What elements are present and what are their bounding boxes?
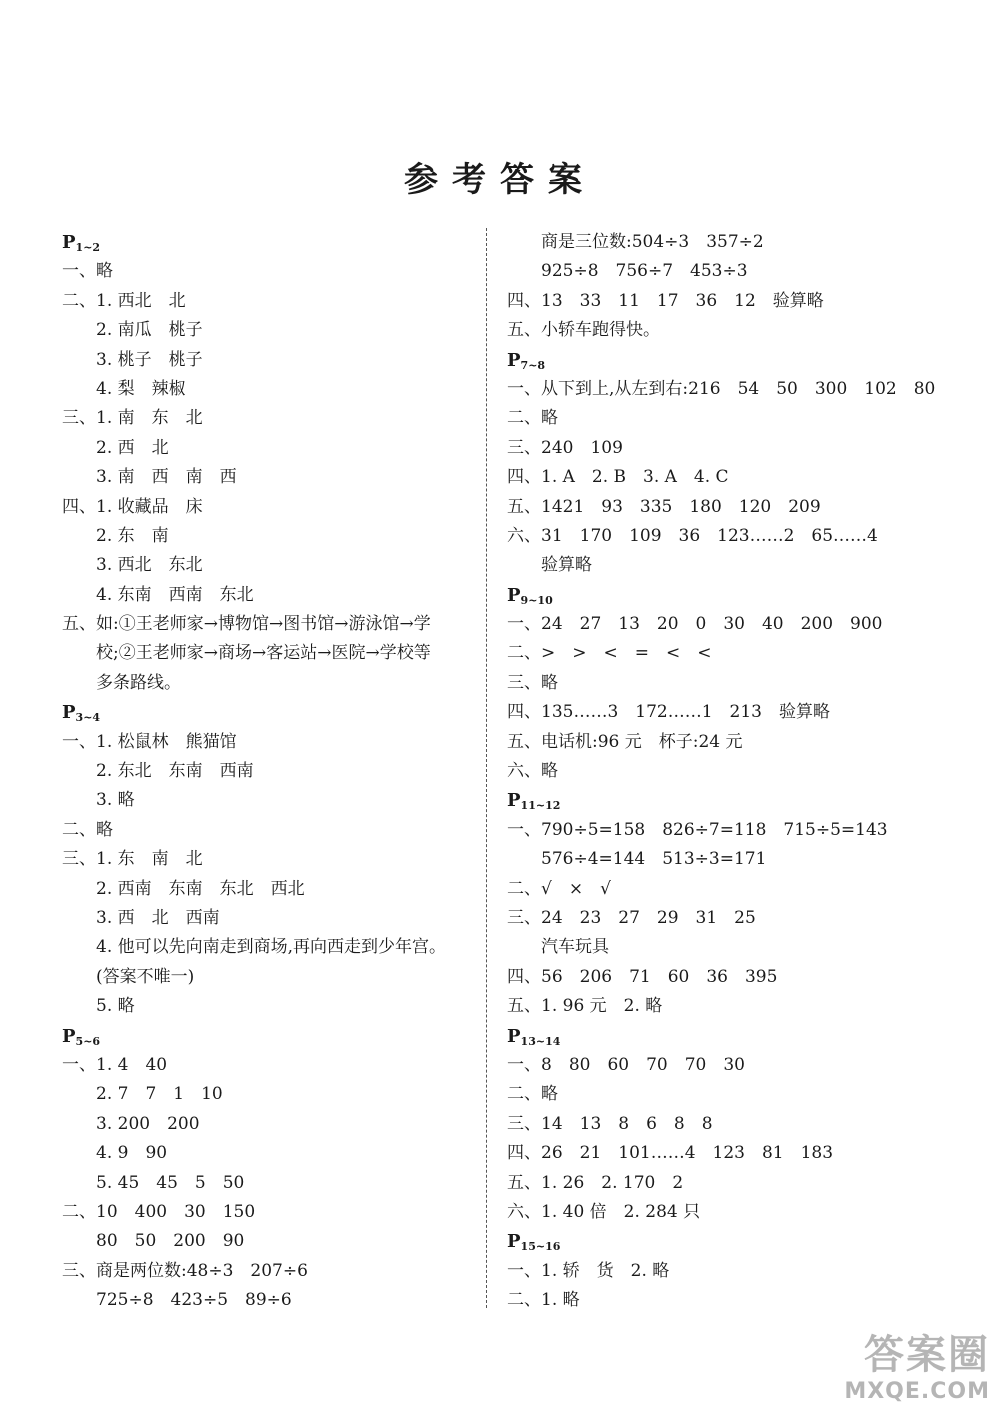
section-page-range: 13~14 — [520, 1034, 561, 1048]
answer-line: 三、1. 东 南 北 — [62, 849, 203, 870]
section-page-range: 3~4 — [75, 711, 101, 725]
section-page-letter: P — [507, 349, 521, 371]
answer-line: 80 50 200 90 — [62, 1231, 245, 1252]
answer-line: 一、24 27 13 20 0 30 40 200 900 — [507, 614, 883, 635]
answer-line: 576÷4=144 513÷3=171 — [507, 849, 767, 870]
answer-line: 二、1. 略 — [507, 1290, 580, 1311]
answer-line: 四、135……3 172……1 213 验算略 — [507, 702, 830, 723]
section-header — [507, 1022, 947, 1051]
answer-line: 多条路线。 — [62, 672, 181, 693]
answer-line: 二、10 400 30 150 — [62, 1201, 256, 1222]
section-page-range: 1~2 — [75, 241, 101, 254]
answer-line: 3. 西北 东北 — [62, 555, 203, 576]
answer-line: 二、略 — [507, 408, 558, 429]
section-header — [62, 1022, 482, 1051]
section-page-letter: P — [507, 1231, 521, 1253]
section-page-letter: P — [62, 1025, 76, 1047]
answer-line: 五、1421 93 335 180 120 209 — [507, 496, 821, 517]
answer-line: 一、8 80 60 70 70 30 — [507, 1054, 745, 1075]
answer-line: 二、1. 西北 北 — [62, 290, 186, 311]
answer-line: 二、√ × √ — [507, 878, 611, 899]
answer-line: 二、略 — [62, 819, 113, 840]
answer-line: 4. 梨 辣椒 — [62, 378, 186, 399]
answer-line: 4. 他可以先向南走到商场,再向西走到少年宫。 — [62, 937, 447, 958]
answer-line: 2. 东 南 — [62, 525, 169, 546]
section-header — [507, 581, 947, 610]
answer-line: 三、14 13 8 6 8 8 — [507, 1113, 713, 1134]
answer-line: 五、小轿车跑得快。 — [507, 320, 660, 341]
answer-line: 3. 略 — [62, 790, 135, 811]
answer-line: 汽车玩具 — [507, 937, 609, 958]
answer-line: 一、略 — [62, 261, 113, 282]
section-header — [507, 786, 947, 815]
answer-line: 一、1. 松鼠林 熊猫馆 — [62, 731, 237, 752]
answer-line: (答案不唯一) — [62, 966, 195, 987]
answer-line: 2. 西 北 — [62, 437, 169, 458]
answer-line: 2. 南瓜 桃子 — [62, 320, 203, 341]
answer-line: 三、1. 南 东 北 — [62, 408, 203, 429]
answer-line: 四、26 21 101……4 123 81 183 — [507, 1143, 834, 1164]
watermark-logo — [830, 1331, 990, 1421]
answer-line: 五、电话机:96 元 杯子:24 元 — [507, 731, 743, 752]
answer-line: 2. 西南 东南 东北 西北 — [62, 878, 305, 899]
answer-line: 一、从下到上,从左到右:216 54 50 300 102 80 — [507, 378, 936, 399]
section-header — [62, 228, 482, 257]
column-divider — [486, 228, 487, 1308]
answer-line: 三、24 23 27 29 31 25 — [507, 907, 756, 928]
answer-line: 校;②王老师家→商场→客运站→医院→学校等 — [62, 643, 431, 664]
answer-line: 五、1. 26 2. 170 2 — [507, 1172, 684, 1193]
answer-line: 四、56 206 71 60 36 395 — [507, 966, 778, 987]
answer-line: 四、1. 收藏品 床 — [62, 496, 203, 517]
answer-line: 六、1. 40 倍 2. 284 只 — [507, 1201, 701, 1222]
section-page-range: 15~16 — [520, 1240, 561, 1254]
section-page-range: 5~6 — [75, 1034, 101, 1048]
section-page-range: 7~8 — [520, 358, 546, 372]
answer-line: 四、13 33 11 17 36 12 验算略 — [507, 290, 824, 311]
answer-line: 725÷8 423÷5 89÷6 — [62, 1290, 292, 1311]
answer-line: 2. 东北 东南 西南 — [62, 761, 254, 782]
answer-line: 5. 45 45 5 50 — [62, 1172, 245, 1193]
answer-line: 二、略 — [507, 1084, 558, 1105]
answer-line: 验算略 — [507, 555, 592, 576]
section-header — [62, 698, 482, 727]
answer-line: 3. 西 北 西南 — [62, 907, 220, 928]
left-answer-column — [62, 228, 482, 1315]
answer-line: 三、商是两位数:48÷3 207÷6 — [62, 1260, 308, 1281]
watermark-logo-text: 答案圈 — [864, 1332, 990, 1378]
answer-line: 三、略 — [507, 672, 558, 693]
answer-line: 一、1. 轿 货 2. 略 — [507, 1260, 670, 1281]
answer-line: 5. 略 — [62, 996, 135, 1017]
answer-line: 三、240 109 — [507, 437, 623, 458]
answer-line: 一、790÷5=158 826÷7=118 715÷5=143 — [507, 819, 888, 840]
answer-line: 3. 桃子 桃子 — [62, 349, 203, 370]
answer-line: 六、31 170 109 36 123……2 65……4 — [507, 525, 878, 546]
answer-line: 3. 200 200 — [62, 1113, 200, 1134]
answer-line: 3. 南 西 南 西 — [62, 467, 237, 488]
section-page-letter: P — [507, 790, 521, 812]
section-page-letter: P — [507, 1025, 521, 1047]
watermark-site-text: MXQE.COM — [844, 1379, 990, 1404]
section-header — [507, 346, 947, 375]
answer-line: 4. 东南 西南 东北 — [62, 584, 254, 605]
section-page-letter: P — [507, 584, 521, 606]
answer-line: 五、如:①王老师家→博物馆→图书馆→游泳馆→学 — [62, 614, 431, 635]
section-page-range: 9~10 — [520, 593, 553, 607]
answer-line: 五、1. 96 元 2. 略 — [507, 996, 663, 1017]
answer-line: 六、略 — [507, 761, 558, 782]
answer-line: 2. 7 7 1 10 — [62, 1084, 223, 1105]
section-page-range: 11~12 — [520, 799, 561, 813]
right-answer-column — [507, 228, 947, 1315]
answer-line: 4. 9 90 — [62, 1143, 168, 1164]
section-page-letter: P — [62, 702, 76, 724]
section-header — [507, 1227, 947, 1256]
page-title: 参考答案 — [404, 160, 596, 200]
answer-line: 四、1. A 2. B 3. A 4. C — [507, 467, 729, 488]
answer-line: 二、> > < = < < — [507, 643, 712, 664]
section-page-letter: P — [62, 232, 76, 253]
answer-line: 925÷8 756÷7 453÷3 — [507, 261, 748, 282]
answer-line: 一、1. 4 40 — [62, 1054, 168, 1075]
answer-line: 商是三位数:504÷3 357÷2 — [507, 232, 764, 252]
